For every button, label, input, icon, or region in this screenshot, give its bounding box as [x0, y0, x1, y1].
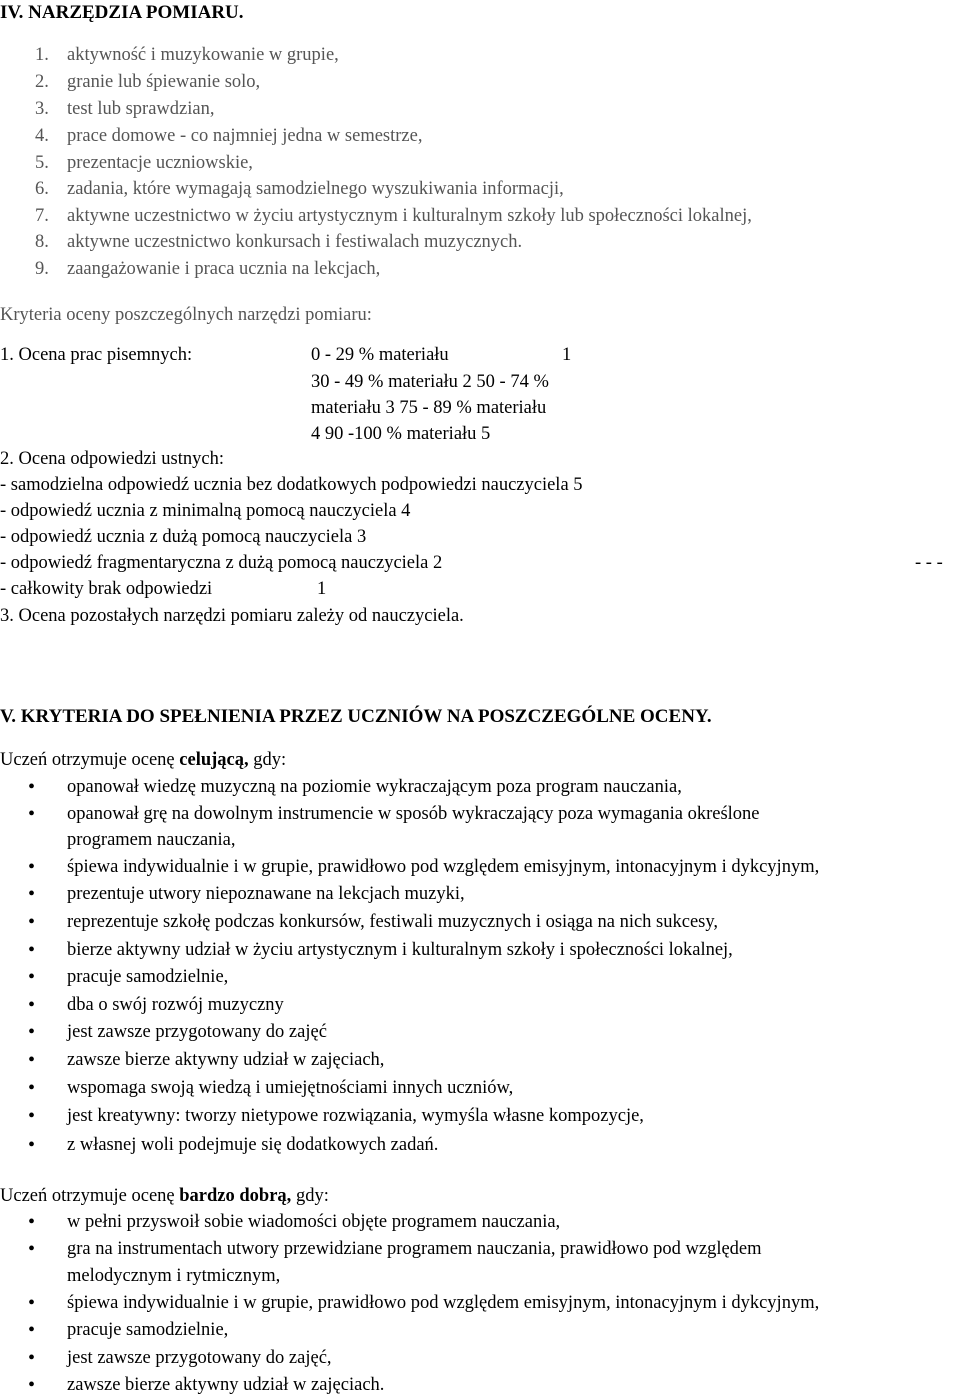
tool-number: 1.: [35, 45, 49, 65]
section-v-heading: V. KRYTERIA DO SPEŁNIENIA PRZEZ UCZNIÓW NA POSZCZEGÓLNE OCENY.: [0, 706, 712, 727]
intro-text: Uczeń otrzymuje ocenę: [0, 1186, 180, 1206]
list-item-text: zawsze bierze aktywny udział w zajęciach.: [67, 1375, 385, 1395]
written-label: 1. Ocena prac pisemnych:: [0, 345, 193, 365]
list-item-text: opanował grę na dowolnym instrumencie w sposób wykraczający poza wymagania określone: [67, 804, 760, 824]
list-item-text: opanował wiedzę muzyczną na poziomie wykraczającym poza program nauczania,: [67, 777, 682, 797]
tool-text: granie lub śpiewanie solo,: [67, 72, 261, 92]
list-item-text: prezentuje utwory niepoznawane na lekcjach muzyki,: [67, 884, 465, 904]
bullet-icon: •: [28, 856, 36, 878]
list-item-text: reprezentuje szkołę podczas konkursów, festiwali muzycznych i osiąga na nich sukcesy,: [67, 912, 719, 932]
list-item-text: śpiewa indywidualnie i w grupie, prawidłowo pod względem emisyjnym, intonacyjnym i dykcyjnym,: [67, 857, 820, 877]
grade-name: bardzo dobrą,: [179, 1186, 292, 1206]
tool-number: 5.: [35, 153, 49, 173]
oral-line: - odpowiedź ucznia z minimalną pomocą nauczyciela 4: [0, 501, 411, 521]
tool-number: 6.: [35, 179, 49, 199]
oral-dashes: - - -: [915, 553, 943, 573]
bullet-icon: •: [28, 803, 36, 825]
bullet-icon: •: [28, 1105, 36, 1127]
tool-text: zaangażowanie i praca ucznia na lekcjach,: [67, 259, 381, 279]
criteria-title: Kryteria oceny poszczególnych narzędzi pomiaru:: [0, 305, 372, 325]
tool-text: test lub sprawdzian,: [67, 99, 215, 119]
written-line: 4 90 -100 % materiału 5: [311, 424, 491, 444]
list-item-text: jest zawsze przygotowany do zajęć,: [67, 1348, 332, 1368]
bullet-icon: •: [28, 1292, 36, 1314]
written-first-grade: 1: [562, 345, 572, 365]
bullet-icon: •: [28, 1049, 36, 1071]
bullet-icon: •: [28, 1134, 36, 1156]
list-item-text: z własnej woli podejmuje się dodatkowych zadań.: [67, 1135, 439, 1155]
bullet-icon: •: [28, 1211, 36, 1233]
bullet-icon: •: [28, 911, 36, 933]
list-item-text: śpiewa indywidualnie i w grupie, prawidłowo pod względem emisyjnym, intonacyjnym i dykcyjnym,: [67, 1293, 820, 1313]
bullet-icon: •: [28, 1319, 36, 1341]
intro-text: gdy:: [291, 1186, 329, 1206]
celujaca-intro: [0, 749, 286, 771]
oral-none-grade: 1: [317, 579, 327, 599]
intro-text: Uczeń otrzymuje ocenę: [0, 750, 180, 770]
grade-name: celującą,: [179, 750, 249, 770]
bullet-icon: •: [28, 939, 36, 961]
tool-text: zadania, które wymagają samodzielnego wyszukiwania informacji,: [67, 179, 564, 199]
list-item-text: dba o swój rozwój muzyczny: [67, 995, 284, 1015]
list-item-text: bierze aktywny udział w życiu artystycznym i kulturalnym szkoły i społeczności lokalnej,: [67, 940, 733, 960]
list-item-text: programem nauczania,: [67, 830, 236, 850]
list-item-text: gra na instrumentach utwory przewidziane programem nauczania, prawidłowo pod względem: [67, 1239, 762, 1259]
list-item-text: zawsze bierze aktywny udział w zajęciach,: [67, 1050, 385, 1070]
oral-label: 2. Ocena odpowiedzi ustnych:: [0, 449, 224, 469]
tool-text: aktywność i muzykowanie w grupie,: [67, 45, 339, 65]
bullet-icon: •: [28, 994, 36, 1016]
section-iv-heading: IV. NARZĘDZIA POMIARU.: [0, 2, 244, 23]
list-item-text: jest zawsze przygotowany do zajęć: [67, 1022, 327, 1042]
tool-text: prezentacje uczniowskie,: [67, 153, 253, 173]
written-first: 0 - 29 % materiału: [311, 345, 449, 365]
tool-number: 4.: [35, 126, 49, 146]
bullet-icon: •: [28, 1077, 36, 1099]
bullet-icon: •: [28, 1374, 36, 1396]
bullet-icon: •: [28, 1238, 36, 1260]
oral-line: - odpowiedź fragmentaryczna z dużą pomocą nauczyciela 2: [0, 553, 443, 573]
tool-number: 8.: [35, 232, 49, 252]
bullet-icon: •: [28, 966, 36, 988]
list-item-text: pracuje samodzielnie,: [67, 967, 229, 987]
oral-line: - samodzielna odpowiedź ucznia bez dodatkowych podpowiedzi nauczyciela 5: [0, 475, 583, 495]
list-item-text: w pełni przyswoił sobie wiadomości objęte programem nauczania,: [67, 1212, 561, 1232]
intro-text: gdy:: [248, 750, 287, 770]
tool-text: prace domowe - co najmniej jedna w semestrze,: [67, 126, 423, 146]
written-line: materiału 3 75 - 89 % materiału: [311, 398, 547, 418]
tool-number: 2.: [35, 72, 49, 92]
tool-number: 3.: [35, 99, 49, 119]
bardzo-dobra-intro: [0, 1185, 329, 1207]
list-item-text: melodycznym i rytmicznym,: [67, 1266, 281, 1286]
tool-number: 9.: [35, 259, 49, 279]
bullet-icon: •: [28, 883, 36, 905]
oral-line: - odpowiedź ucznia z dużą pomocą nauczyciela 3: [0, 527, 367, 547]
list-item-text: jest kreatywny: tworzy nietypowe rozwiązania, wymyśla własne kompozycje,: [67, 1106, 644, 1126]
bullet-icon: •: [28, 1021, 36, 1043]
oral-none: - całkowity brak odpowiedzi: [0, 579, 213, 599]
written-line: 30 - 49 % materiału 2 50 - 74 %: [311, 372, 549, 392]
tool-text: aktywne uczestnictwo w życiu artystycznym i kulturalnym szkoły lub społeczności lokalnej,: [67, 206, 752, 226]
bullet-icon: •: [28, 1347, 36, 1369]
list-item-text: pracuje samodzielnie,: [67, 1320, 229, 1340]
tool-number: 7.: [35, 206, 49, 226]
list-item-text: wspomaga swoją wiedzą i umiejętnościami innych uczniów,: [67, 1078, 514, 1098]
other-tools-note: 3. Ocena pozostałych narzędzi pomiaru zależy od nauczyciela.: [0, 606, 464, 626]
bullet-icon: •: [28, 776, 36, 798]
tool-text: aktywne uczestnictwo konkursach i festiwalach muzycznych.: [67, 232, 523, 252]
